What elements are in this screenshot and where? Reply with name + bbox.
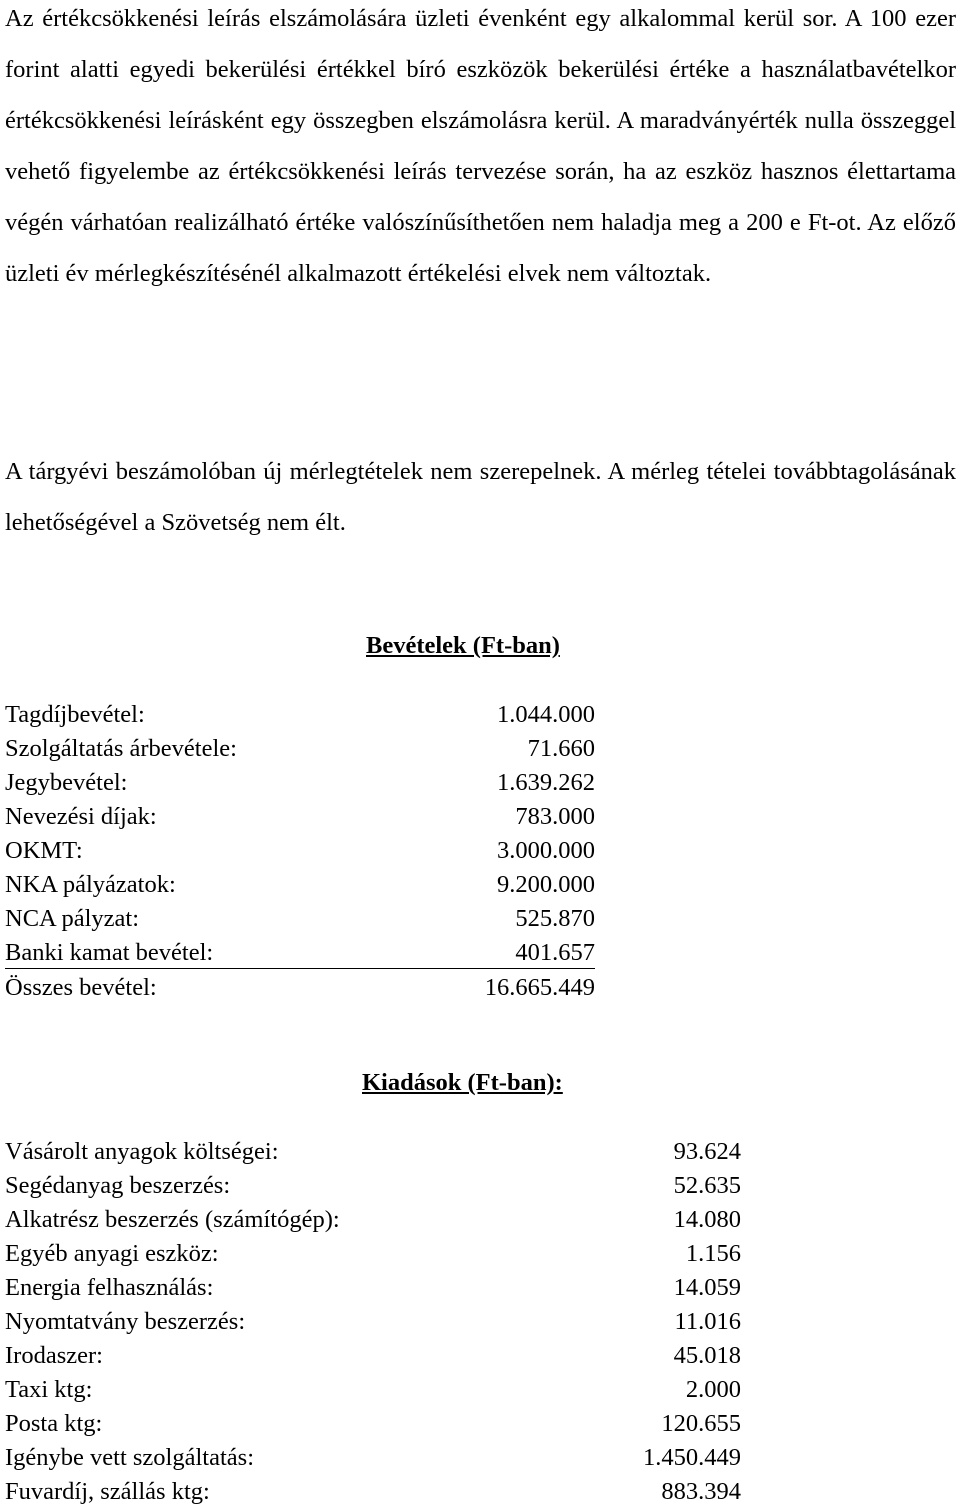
income-row bbox=[5, 834, 595, 868]
income-row-label: NKA pályázatok: bbox=[5, 871, 176, 898]
expense-row bbox=[5, 1339, 741, 1373]
expense-row bbox=[5, 1373, 741, 1407]
income-row-value: 783.000 bbox=[515, 803, 595, 830]
income-table bbox=[5, 698, 595, 1005]
expense-row-label: Nyomtatvány beszerzés: bbox=[5, 1308, 246, 1335]
expenses-table bbox=[5, 1135, 741, 1509]
income-row-label: Jegybevétel: bbox=[5, 769, 128, 796]
expense-row bbox=[5, 1169, 741, 1203]
expense-row-value: 93.624 bbox=[673, 1138, 741, 1165]
income-total-label: Összes bevétel: bbox=[5, 974, 157, 1001]
expense-row-label: Irodaszer: bbox=[5, 1342, 103, 1369]
expense-row bbox=[5, 1441, 741, 1475]
expense-row bbox=[5, 1237, 741, 1271]
income-row-label: NCA pályzat: bbox=[5, 905, 140, 932]
expense-row-value: 14.080 bbox=[673, 1206, 741, 1233]
income-row-value: 71.660 bbox=[527, 735, 595, 762]
expense-row-value: 2.000 bbox=[685, 1376, 741, 1403]
balance-sheet-paragraph: A tárgyévi beszámolóban új mérlegtételek nem szerepelnek. A mérleg tételei továbbtagolásának lehetőségével a Szövetség nem élt. bbox=[5, 458, 956, 536]
expense-row-value: 52.635 bbox=[673, 1172, 741, 1199]
expense-row-label: Taxi ktg: bbox=[5, 1376, 93, 1403]
expense-row bbox=[5, 1203, 741, 1237]
expense-row-value: 120.655 bbox=[661, 1410, 741, 1437]
income-row bbox=[5, 766, 595, 800]
income-row-label: Szolgáltatás árbevétele: bbox=[5, 735, 237, 762]
expense-row bbox=[5, 1305, 741, 1339]
income-row-value: 3.000.000 bbox=[497, 837, 595, 864]
income-row-value: 1.639.262 bbox=[497, 769, 595, 796]
income-row-value: 9.200.000 bbox=[497, 871, 595, 898]
expenses-section-title: Kiadások (Ft-ban): bbox=[362, 1069, 563, 1096]
expense-row-label: Posta ktg: bbox=[5, 1410, 103, 1437]
income-row bbox=[5, 902, 595, 936]
income-total-row bbox=[5, 971, 595, 1005]
expense-row-value: 14.059 bbox=[673, 1274, 741, 1301]
expense-row-label: Egyéb anyagi eszköz: bbox=[5, 1240, 219, 1267]
expense-row-label: Energia felhasználás: bbox=[5, 1274, 214, 1301]
expense-row-label: Vásárolt anyagok költségei: bbox=[5, 1138, 279, 1165]
expense-row-value: 45.018 bbox=[673, 1342, 741, 1369]
income-total-value: 16.665.449 bbox=[484, 974, 595, 1001]
income-section-title: Bevételek (Ft-ban) bbox=[366, 632, 560, 659]
income-row bbox=[5, 732, 595, 766]
income-row-label: Tagdíjbevétel: bbox=[5, 701, 145, 728]
income-row bbox=[5, 936, 595, 969]
expense-row-value: 11.016 bbox=[674, 1308, 741, 1335]
expense-row-label: Fuvardíj, szállás ktg: bbox=[5, 1478, 210, 1505]
expense-row bbox=[5, 1271, 741, 1305]
expense-row-value: 883.394 bbox=[661, 1478, 741, 1505]
expense-row bbox=[5, 1135, 741, 1169]
income-row-label: Banki kamat bevétel: bbox=[5, 939, 214, 966]
depreciation-paragraph: Az értékcsökkenési leírás elszámolására üzleti évenként egy alkalommal kerül sor. A 100 ezer forint alatti egyedi bekerülési értékkel bíró eszközök bekerülési értéke a használatbavételkor értékcsökkenési leírásként egy összegben elszámolásra kerül. A maradványérték nulla összeggel vehető figyelembe az értékcsökkenési leírás tervezése során, ha az eszköz hasznos élettartama végén várhatóan realizálható értéke valószínűsíthetően nem haladja meg a 200 e Ft-ot. Az előző üzleti év mérlegkészítésénél alkalmazott értékelési elvek nem változtak. bbox=[5, 5, 956, 287]
expense-row-label: Igénybe vett szolgáltatás: bbox=[5, 1444, 254, 1471]
income-row bbox=[5, 800, 595, 834]
income-row-value: 525.870 bbox=[515, 905, 595, 932]
income-row bbox=[5, 868, 595, 902]
expense-row bbox=[5, 1475, 741, 1509]
expense-row-value: 1.450.449 bbox=[643, 1444, 741, 1471]
expense-row-label: Segédanyag beszerzés: bbox=[5, 1172, 231, 1199]
income-row-value: 401.657 bbox=[515, 939, 595, 966]
income-row-label: OKMT: bbox=[5, 837, 83, 864]
expense-row-label: Alkatrész beszerzés (számítógép): bbox=[5, 1206, 340, 1233]
income-row-value: 1.044.000 bbox=[497, 701, 595, 728]
expense-row bbox=[5, 1407, 741, 1441]
income-row-label: Nevezési díjak: bbox=[5, 803, 157, 830]
income-row bbox=[5, 698, 595, 732]
expense-row-value: 1.156 bbox=[685, 1240, 741, 1267]
